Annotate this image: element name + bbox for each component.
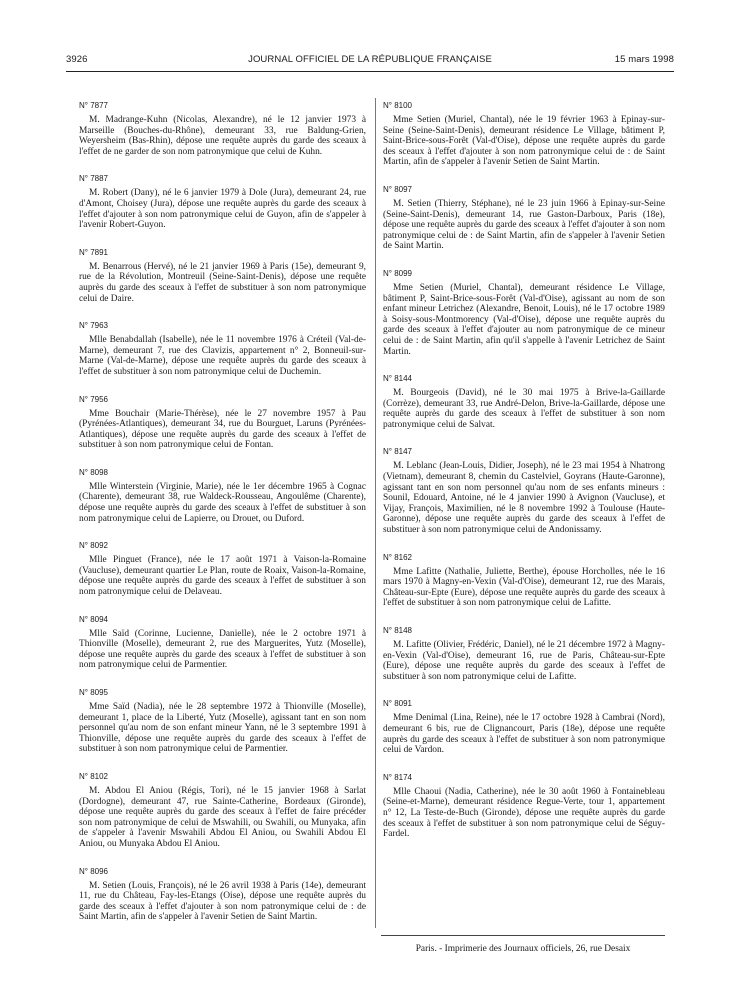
column-divider — [375, 98, 376, 928]
notice-text: Mlle Pinguet (France), née le 17 août 1971 à Vaison-la-Romaine (Vaucluse), demeurant quartier Le Plan, route de Roaix, Vaison-la-Romaine, dépose une requête auprès du garde des sceaux à l'effet de substituer à son nom patronymique celui de Delaveau. — [79, 555, 366, 598]
notice-text: Mlle Chaoui (Nadia, Catherine), née le 30 août 1960 à Fontainebleau (Seine-et-Marne), demeurant résidence Regue-Verte, tour 1, appartement n° 12, La Teste-de-Buch (Gironde), dépose une requête auprès du garde des sceaux à l'effet de substituer à son nom patronymique celui de Séguy-Fardel. — [383, 786, 665, 840]
notice-text: Mlle Benabdallah (Isabelle), née le 11 novembre 1976 à Créteil (Val-de-Marne), demeurant 7, rue des Clavizis, appartement n° 2, Bonneuil-sur-Marne (Val-de-Marne), dépose une requête auprès du garde des sceaux à l'effet de substituer à son nom patronymique celui de Duchemin. — [79, 335, 366, 377]
notice-entry — [79, 101, 366, 157]
notice-text: M. Setien (Thierry, Stéphane), né le 23 juin 1966 à Epinay-sur-Seine (Seine-Saint-Denis), demeurant 14, rue Gaston-Darboux, Paris (18e), dépose une requête auprès du garde des sceaux à l'effet d'ajouter à son nom patronymique celui de : de Saint Martin, afin de s'appeler à l'avenir Setien de Saint Martin. — [383, 198, 666, 252]
notice-entry — [79, 541, 366, 597]
page-number: 3926 — [66, 54, 88, 65]
notice-entry — [79, 772, 366, 850]
notice-text: Mme Lafitte (Nathalie, Juliette, Berthe), épouse Horcholles, née le 16 mars 1970 à Magny-en-Vexin (Val-d'Oise), demeurant 12, rue des Marais, Château-sur-Epte (Eure), dépose une requête auprès du garde des sceaux à l'effet de substituer à son nom patronymique celui de Lafitte. — [383, 566, 665, 609]
notice-text: Mme Bouchair (Marie-Thérèse), née le 27 novembre 1957 à Pau (Pyrénées-Atlantiques), demeurant 34, rue du Bourguet, Laruns (Pyrénées-Atlantiques), dépose une requête auprès du garde des sceaux à l'effet de substituer à son nom patronymique celui de Fontan. — [79, 408, 366, 451]
notice-number: N° 8092 — [79, 541, 108, 551]
notice-text: M. Lafitte (Olivier, Frédéric, Daniel), né le 21 décembre 1972 à Magny-en-Vexin (Val-d'Oise), demeurant 16, rue de Paris, Château-sur-Epte (Eure), dépose une requête auprès du garde des sceaux à l'effet de substituer à son nom patronymique celui de Lafitte. — [383, 640, 665, 682]
notice-number: N° 8094 — [79, 614, 108, 624]
notice-entry — [383, 626, 665, 682]
notice-text: Mlle Winterstein (Virginie, Marie), née le 1er décembre 1965 à Cognac (Charente), demeurant 38, rue Waldeck-Rousseau, Angoulême (Charente), dépose une requête auprès du garde des sceaux à l'effet de substituer à son nom patronymique celui de Lapierre, ou Drouet, ou Duford. — [79, 481, 366, 524]
left-column — [79, 101, 366, 923]
notice-number: N° 8144 — [383, 374, 412, 384]
notice-number: N° 7891 — [79, 247, 108, 257]
notice-number: N° 8091 — [383, 699, 412, 709]
notice-number: N° 7963 — [79, 321, 108, 331]
notice-text: Mme Denimal (Lina, Reine), née le 17 octobre 1928 à Cambrai (Nord), demeurant 6 bis, rue de Clignancourt, Paris (18e), dépose une requête auprès du garde des sceaux à l'effet de substituer à son nom patronymique celui de Vardon. — [383, 713, 665, 756]
journal-title: JOURNAL OFFICIEL DE LA RÉPUBLIQUE FRANÇAISE — [248, 54, 492, 65]
notice-entry — [383, 269, 665, 357]
notice-text: Mme Saïd (Nadia), née le 28 septembre 1972 à Thionville (Moselle), demeurant 1, place de la Liberté, Yutz (Moselle), agissant tant en son nom personnel qu'au nom de son enfant mineur Yann, né le 3 septembre 1991 à Thionville, dépose une requête auprès du garde des sceaux à l'effet de substituer à son nom patronymique celui de Parmentier. — [79, 702, 366, 755]
notice-text: M. Bourgeois (David), né le 30 mai 1975 à Brive-la-Gaillarde (Corrèze), demeurant 33, rue André-Delon, Brive-la-Gaillarde, dépose une requête auprès du garde des sceaux à l'effet de substituer à son nom patronymique celui de Salvat. — [383, 388, 665, 430]
notice-number: N° 8097 — [383, 184, 412, 194]
notice-number: N° 7887 — [79, 174, 108, 184]
notice-text: M. Abdou El Aniou (Régis, Tori), né le 15 janvier 1968 à Sarlat (Dordogne), demeurant 47, rue Sainte-Catherine, Bordeaux (Gironde), dépose une requête auprès du garde des sceaux à l'effet de faire précéder son nom patronymique de celui de Mswahili, ou Swahili, ou Munyaka, afin de s'appeler à l'avenir Mswahili Abdou El Aniou, ou Swahili Abdou El Aniou, ou Munyaka Abdou El Aniou. — [79, 785, 366, 849]
notice-number: N° 8099 — [383, 268, 412, 278]
notice-number: N° 7877 — [79, 101, 108, 110]
notice-entry — [79, 248, 366, 304]
notice-text: M. Leblanc (Jean-Louis, Didier, Joseph), né le 23 mai 1954 à Nhatrong (Vietnam), demeurant 8, chemin du Castelviel, Goyrans (Haute-Garonne), agissant tant en son nom personnel qu'au nom de ses enfants mineurs : Sounil, Edouard, Antoine, né le 4 janvier 1990 à Avignon (Vaucluse), et Vijay, François, Maximilien, né le 8 novembre 1992 à Toulouse (Haute-Garonne), dépose une requête auprès du garde des sceaux à l'effet de substituer à son nom patronymique celui de Andonissamy. — [383, 461, 665, 536]
notice-text: M. Madrange-Kuhn (Nicolas, Alexandre), né le 12 janvier 1973 à Marseille (Bouches-du-Rhône), demeurant 33, rue Baldung-Grien, Weyersheim (Bas-Rhin), dépose une requête auprès du garde des sceaux à l'effet de ne garder de son nom patronymique que celui de Kuhn. — [79, 115, 366, 157]
notice-entry — [79, 688, 366, 755]
notice-text: Mme Setien (Muriel, Chantal), née le 19 février 1963 à Epinay-sur-Seine (Seine-Saint-Denis), demeurant résidence Le Village, bâtiment P, Saint-Brice-sous-Forêt (Val-d'Oise), dépose une requête auprès du garde des sceaux à l'effet d'ajouter à son nom patronymique celui de : de Saint Martin, afin de s'appeler à l'avenir Setien de Saint Martin. — [383, 115, 665, 168]
notice-number: N° 8102 — [79, 771, 108, 781]
page-header — [66, 46, 674, 66]
notice-number: N° 8148 — [383, 626, 412, 635]
printer-footer: Paris. - Imprimerie des Journaux officiels, 26, rue Desaix — [415, 944, 631, 954]
notice-text: M. Benarrous (Hervé), né le 21 janvier 1969 à Paris (15e), demeurant 9, rue de la Révolution, Montreuil (Seine-Saint-Denis), dépose une requête auprès du garde des sceaux à l'effet de substituer à son nom patronymique celui de Daire. — [79, 261, 366, 304]
notice-entry — [79, 468, 366, 524]
notice-entry — [79, 615, 366, 671]
notice-entry — [383, 699, 665, 755]
notice-entry — [383, 374, 665, 430]
notice-entry — [383, 447, 665, 535]
notice-text: Mme Setien (Muriel, Chantal), demeurant résidence Le Village, bâtiment P, Saint-Brice-sous-Forêt (Val-d'Oise), agissant au nom de son enfant mineur Letrichez (Alexandre, Benoit, Louis), né le 17 octobre 1989 à Soisy-sous-Montmorency (Val-d'Oise), dépose une requête auprès du garde des sceaux à l'effet d'ajouter au nom patronymique de ce mineur celui de : de Saint Martin, afin qu'il s'appelle à l'avenir Letrichez de Saint Martin. — [383, 282, 665, 357]
notice-number: N° 8098 — [79, 467, 108, 477]
notice-number: N° 8096 — [79, 866, 108, 876]
footer-rule — [381, 935, 665, 936]
notice-entry — [383, 773, 665, 840]
notice-text: Mlle Saïd (Corinne, Lucienne, Danielle), née le 2 octobre 1971 à Thionville (Moselle), demeurant 2, rue des Marguerites, Yutz (Moselle), dépose une requête auprès du garde des sceaux à l'effet de substituer à son nom patronymique celui de Parmentier. — [79, 628, 366, 671]
notice-text: M. Robert (Dany), né le 6 janvier 1979 à Dole (Jura), demeurant 24, rue d'Amont, Choisey (Jura), dépose une requête auprès du garde des sceaux à l'effet d'ajouter à son nom patronymique celui de Guyon, afin de s'appeler à l'avenir Robert-Guyon. — [79, 188, 366, 231]
notice-entry — [383, 101, 665, 168]
notice-number: N° 8162 — [383, 552, 412, 562]
notice-number: N° 8095 — [79, 688, 108, 697]
notice-number: N° 7956 — [79, 394, 108, 404]
notice-number: N° 8174 — [383, 772, 412, 782]
right-column — [383, 101, 665, 840]
notice-entry — [383, 553, 665, 609]
notice-entry — [79, 395, 366, 451]
header-rule — [66, 71, 674, 72]
notice-entry — [79, 867, 366, 923]
notice-entry — [79, 174, 366, 230]
notice-entry — [79, 321, 366, 377]
notice-entry — [383, 185, 665, 252]
issue-date: 15 mars 1998 — [614, 54, 674, 65]
notice-number: N° 8147 — [383, 447, 412, 457]
notice-number: N° 8100 — [383, 101, 412, 110]
notice-text: M. Setien (Louis, François), né le 26 avril 1938 à Paris (14e), demeurant 11, rue du Château, Fay-les-Etangs (Oise), dépose une requête auprès du garde des sceaux à l'effet d'ajouter à son nom patronymique celui de : de Saint Martin, afin de s'appeler à l'avenir Setien de Saint Martin. — [79, 880, 366, 923]
